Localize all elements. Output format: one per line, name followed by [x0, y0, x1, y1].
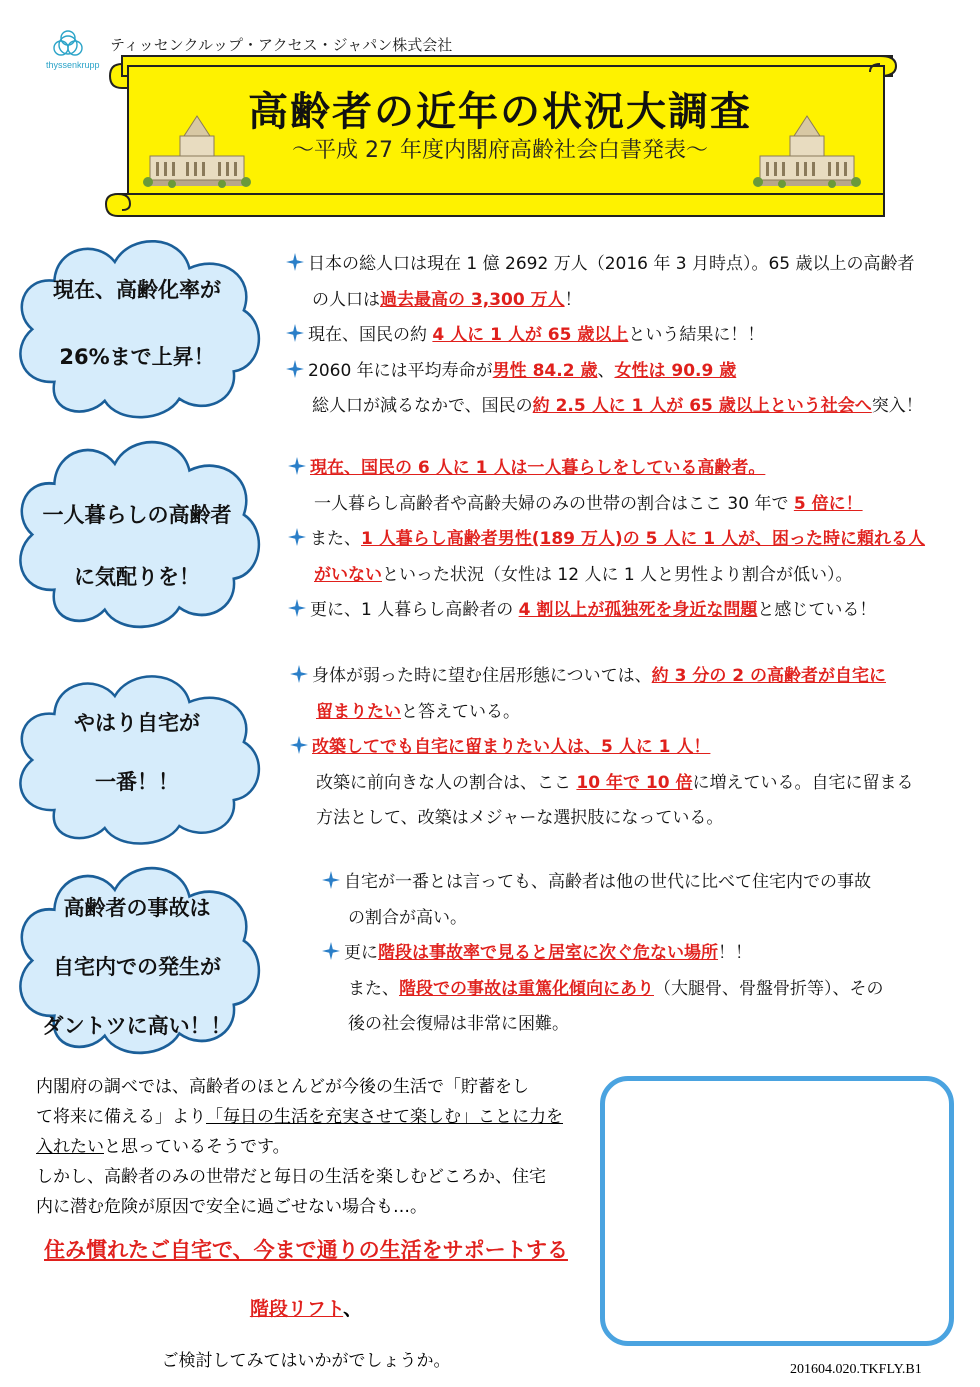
section-2-line	[288, 559, 853, 592]
cta-closing: ご検討してみてはいかがでしょうか。	[161, 1351, 451, 1371]
section-3-cloud-text: やはり自宅が	[74, 711, 200, 735]
highlight-text: 留まりたい	[316, 701, 401, 722]
highlight-text: 階段は事故率で見ると居室に次ぐ危ない場所	[378, 943, 718, 963]
body-text: 一人暮らし高齢者や高齢夫婦のみの世帯の割合はここ 30 年で	[314, 493, 794, 514]
summary-text: 入れたい	[36, 1137, 104, 1157]
diet-building-right-illustration	[752, 110, 862, 190]
sparkle-bullet-icon	[322, 871, 340, 889]
summary-paragraph	[36, 1072, 596, 1222]
highlight-text: 5 倍に！	[793, 493, 863, 514]
highlight-text: 女性は 90.9 歳	[614, 360, 737, 381]
section-2-cloud	[6, 424, 268, 634]
section-4-line	[322, 866, 871, 899]
section-1-line	[286, 284, 582, 317]
sparkle-bullet-icon	[290, 665, 308, 683]
sparkle-bullet-icon	[288, 599, 306, 617]
summary-line	[36, 1162, 596, 1192]
diet-building-left-illustration	[142, 110, 252, 190]
body-text: 現在、国民の約	[308, 325, 433, 345]
summary-line	[36, 1102, 596, 1132]
highlight-text: 4 割以上が孤独死を身近な問題	[518, 600, 758, 620]
section-2-cloud-text: に気配りを！	[74, 565, 200, 589]
section-1-line	[286, 319, 764, 352]
body-text: の割合が高い。	[348, 907, 467, 928]
summary-line	[36, 1132, 596, 1162]
sparkle-bullet-icon	[286, 253, 304, 271]
section-4-line	[322, 1008, 569, 1041]
contact-stamp-box	[600, 1076, 954, 1346]
body-text: 身体が弱った時に望む住居形態については、	[312, 666, 652, 686]
highlight-text: 約 3 分の 2 の高齢者が自宅に	[651, 666, 887, 686]
section-2-line	[288, 452, 765, 485]
body-text: と感じている！	[757, 600, 877, 620]
highlight-text: 約 2.5 人に 1 人が 65 歳以上という社会へ	[532, 396, 872, 416]
section-4-cloud-text: 自宅内での発生が	[53, 955, 221, 979]
section-2-line	[288, 594, 876, 627]
body-text: （大腿骨、骨盤骨折等）、その	[654, 978, 884, 999]
brand-name: thyssenkrupp	[46, 60, 100, 70]
summary-line	[36, 1072, 596, 1102]
body-text: と答えている。	[401, 701, 520, 722]
highlight-text: 10 年で 10 倍	[576, 772, 693, 793]
highlight-text: 過去最高の 3,300 万人	[380, 289, 565, 310]
summary-text: しかし、高齢者のみの世帯だと毎日の生活を楽しむどころか、住宅	[36, 1167, 546, 1187]
sparkle-bullet-icon	[286, 360, 304, 378]
cta-headline-text: 住み慣れたご自宅で、今まで通りの生活をサポートする	[44, 1238, 568, 1262]
document-code: 201604.020.TKFLY.B1	[790, 1362, 922, 1377]
section-2-cloud-text: 一人暮らしの高齢者	[42, 503, 232, 527]
section-2-line	[288, 523, 925, 556]
sparkle-bullet-icon	[286, 324, 304, 342]
section-1-cloud	[6, 224, 268, 424]
body-text: の人口は	[312, 289, 380, 310]
body-text: ！！	[718, 943, 752, 963]
highlight-text: 1 人暮らし高齢者男性(189 万人)の 5 人に 1 人が、困った時に頼れる人	[361, 529, 926, 549]
section-1-line	[286, 355, 736, 388]
section-1-cloud-text: 26%まで上昇！	[59, 345, 215, 369]
sparkle-bullet-icon	[290, 736, 308, 754]
body-text: 2060 年には平均寿命が	[308, 360, 493, 381]
page-subtitle: ～平成 27 年度内閣府高齢社会白書発表～	[292, 138, 708, 163]
section-3-cloud	[6, 660, 268, 850]
section-3-line	[290, 696, 520, 729]
section-3-line	[290, 731, 710, 764]
highlight-text: 現在、国民の 6 人に 1 人は一人暮らしをしている高齢者。	[310, 458, 766, 478]
section-3-line	[290, 767, 913, 800]
section-4-line	[322, 937, 752, 970]
company-name: ティッセンクルップ・アクセス・ジャパン株式会社	[110, 36, 453, 54]
page-title: 高齢者の近年の状況大調査	[248, 89, 752, 135]
sparkle-bullet-icon	[288, 457, 306, 475]
body-text: 後の社会復帰は非常に困難。	[348, 1014, 569, 1034]
cta-headline	[36, 1234, 576, 1264]
section-3-cloud-text: 一番！！	[95, 770, 179, 794]
body-text: 更に	[344, 943, 378, 963]
summary-text: と思っているそうです。	[104, 1137, 290, 1157]
highlight-text: 階段での事故は重篤化傾向にあり	[399, 978, 654, 999]
section-1-line	[286, 390, 923, 423]
body-text: 自宅が一番とは言っても、高齢者は他の世代に比べて住宅内での事故	[344, 872, 871, 892]
highlight-text: 改築してでも自宅に留まりたい人は、5 人に 1 人！	[312, 737, 711, 757]
highlight-text: がいない	[314, 564, 382, 585]
body-text: 方法として、改築はメジャーな選択肢になっている。	[316, 808, 724, 828]
cta-product	[36, 1294, 576, 1321]
summary-text: 内閣府の調べでは、高齢者のほとんどが今後の生活で「貯蓄をし	[36, 1077, 529, 1097]
cta-product-suffix: 、	[343, 1298, 363, 1320]
summary-text: て将来に備える」より	[36, 1107, 206, 1127]
body-text: 改築に前向きな人の割合は、ここ	[316, 772, 577, 793]
sparkle-bullet-icon	[288, 528, 306, 546]
body-text: という結果に！！	[628, 325, 765, 345]
body-text: ！	[564, 289, 582, 310]
sparkle-bullet-icon	[322, 942, 340, 960]
body-text: また、	[348, 978, 399, 999]
summary-line	[36, 1192, 596, 1222]
summary-text: 「毎日の生活を充実させて楽しむ」ことに力を	[206, 1107, 563, 1127]
section-4-cloud-text: 高齢者の事故は	[63, 896, 211, 920]
section-3-line	[290, 802, 723, 835]
body-text: 日本の総人口は現在 1 億 2692 万人（2016 年 3 月時点）。65 歳以上の高齢者	[308, 254, 915, 274]
section-2-line	[288, 488, 863, 521]
body-text: に増えている。自宅に留まる	[692, 772, 914, 793]
highlight-text: 男性 84.2 歳	[492, 360, 598, 381]
highlight-text: 4 人に 1 人が 65 歳以上	[432, 325, 629, 345]
section-4-cloud-text: ダントツに高い！！	[42, 1014, 232, 1038]
section-4-line	[322, 902, 467, 935]
section-1-cloud-text: 現在、高齢化率が	[53, 278, 221, 302]
body-text: また、	[310, 529, 361, 549]
summary-text: 内に潜む危険が原因で安全に過ごせない場合も…。	[36, 1197, 427, 1217]
body-text: 総人口が減るなかで、国民の	[312, 396, 533, 416]
body-text: 突入！	[871, 396, 923, 416]
cta-product-name: 階段リフト	[249, 1298, 344, 1320]
body-text: 更に、1 人暮らし高齢者の	[310, 600, 519, 620]
body-text: といった状況（女性は 12 人に 1 人と男性より割合が低い）。	[382, 564, 853, 585]
section-1-line	[286, 248, 915, 281]
section-3-line	[290, 660, 886, 693]
section-4-line	[322, 973, 884, 1006]
body-text: 、	[597, 360, 615, 381]
